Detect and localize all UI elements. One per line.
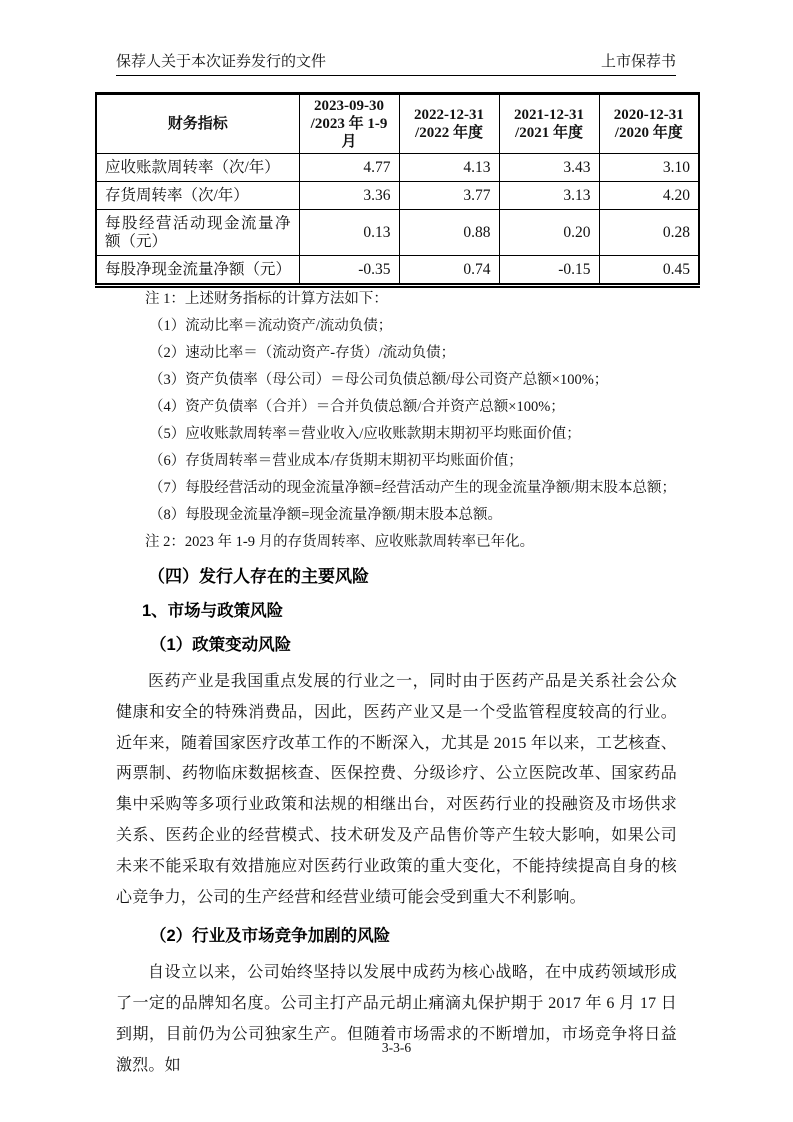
cell-value: 0.28 bbox=[599, 210, 699, 256]
cell-value: -0.35 bbox=[299, 256, 399, 286]
note-1-intro: 注 1：上述财务指标的计算方法如下： bbox=[145, 291, 388, 307]
note-item: （4）资产负债率（合并）＝合并负债总额/合并资产总额×100%； bbox=[149, 399, 565, 415]
paragraph-competition-risk: 自设立以来，公司始终坚持以发展中成药为核心战略，在中成药领域形成了一定的品牌知名度。公司主打产品元胡止痛滴丸保护期于 2017 年 6 月 17 日到期，目前仍为公司独家生产。但随着市场需求的不断增加，市场竞争将日益激烈。如 bbox=[116, 964, 677, 1074]
table-notes bbox=[95, 292, 698, 550]
cell-value: 4.20 bbox=[599, 182, 699, 210]
row-label: 每股经营活动现金流量净额（元） bbox=[96, 210, 299, 256]
note-item: （1）流动比率＝流动资产/流动负债； bbox=[149, 318, 393, 334]
col-header-period-2023 bbox=[299, 94, 399, 154]
note-item: （3）资产负债率（母公司）＝母公司负债总额/母公司资产总额×100%； bbox=[149, 372, 609, 388]
cell-value: 0.74 bbox=[399, 256, 499, 286]
cell-value: 3.77 bbox=[399, 182, 499, 210]
note-item: （6）存货周转率＝营业成本/存货期末期初平均账面价值； bbox=[149, 453, 523, 469]
table-row bbox=[96, 210, 699, 256]
period-date: 2020-12-31 bbox=[613, 107, 684, 123]
section-heading-competition-risk: （2）行业及市场竞争加剧的风险 bbox=[150, 927, 391, 946]
period-span: /2023 年 1-9 月 bbox=[310, 116, 388, 150]
cell-value: 4.77 bbox=[299, 154, 399, 182]
cell-value: 0.45 bbox=[599, 256, 699, 286]
note-item: （8）每股现金流量净额=现金流量净额/期末股本总额。 bbox=[149, 507, 502, 523]
running-header bbox=[116, 52, 676, 76]
cell-value: -0.15 bbox=[499, 256, 599, 286]
row-label: 应收账款周转率（次/年） bbox=[96, 154, 299, 182]
col-header-period-2020 bbox=[599, 94, 699, 154]
col-header-period-2021 bbox=[499, 94, 599, 154]
note-2: 注 2：2023 年 1-9 月的存货周转率、应收账款周转率已年化。 bbox=[145, 534, 535, 550]
paragraph-policy-risk: 医药产业是我国重点发展的行业之一，同时由于医药产品是关系社会公众健康和安全的特殊消费品，因此，医药产业又是一个受监管程度较高的行业。近年来，随着国家医疗改革工作的不断深入，尤其是 2015 年以来，工艺核查、两票制、药物临床数据核查、医保控费、分级诊疗、公立医院改革、国家药品集中采购等多项行业政策和法规的相继出台，对医药行业的投融资及市场供求关系、医药企业的经营模式、技术研发及产品售价等产生较大影响，如果公司未来不能采取有效措施应对医药行业政策的重大变化，不能持续提高自身的核心竞争力，公司的生产经营和经营业绩可能会受到重大不利影响。 bbox=[116, 673, 677, 906]
table-row bbox=[96, 182, 699, 210]
header-left-title: 保荐人关于本次证券发行的文件 bbox=[116, 54, 327, 70]
cell-value: 0.88 bbox=[399, 210, 499, 256]
page-number: 3-3-6 bbox=[381, 1040, 412, 1055]
col-header-indicator: 财务指标 bbox=[96, 94, 299, 154]
row-label: 每股净现金流量净额（元） bbox=[96, 256, 299, 286]
cell-value: 0.20 bbox=[499, 210, 599, 256]
period-span: /2020 年度 bbox=[614, 125, 683, 141]
section-heading-market-policy-risk: 1、市场与政策风险 bbox=[142, 602, 284, 620]
note-item: （7）每股经营活动的现金流量净额=经营活动产生的现金流量净额/期末股本总额； bbox=[149, 480, 676, 496]
table-row bbox=[96, 154, 699, 182]
period-date: 2022-12-31 bbox=[414, 107, 484, 123]
note-item: （2）速动比率＝（流动资产-存货）/流动负债； bbox=[149, 345, 456, 361]
cell-value: 3.13 bbox=[499, 182, 599, 210]
col-header-period-2022 bbox=[399, 94, 499, 154]
cell-value: 4.13 bbox=[399, 154, 499, 182]
period-span: /2022 年度 bbox=[415, 125, 483, 141]
note-item: （5）应收账款周转率＝营业收入/应收账款期末期初平均账面价值； bbox=[149, 426, 581, 442]
section-heading-main-risks: （四）发行人存在的主要风险 bbox=[148, 567, 369, 586]
period-date: 2023-09-30 bbox=[314, 98, 384, 114]
table-header-row bbox=[96, 94, 699, 154]
period-date: 2021-12-31 bbox=[514, 107, 584, 123]
period-span: /2021 年度 bbox=[515, 125, 583, 141]
header-right-title: 上市保荐书 bbox=[600, 54, 676, 70]
section-heading-policy-change-risk: （1）政策变动风险 bbox=[150, 636, 292, 654]
table-row bbox=[96, 256, 699, 286]
page-footer bbox=[0, 1040, 793, 1056]
row-label: 存货周转率（次/年） bbox=[96, 182, 299, 210]
cell-value: 3.43 bbox=[499, 154, 599, 182]
cell-value: 0.13 bbox=[299, 210, 399, 256]
financial-indicators-table bbox=[95, 92, 700, 288]
cell-value: 3.10 bbox=[599, 154, 699, 182]
cell-value: 3.36 bbox=[299, 182, 399, 210]
